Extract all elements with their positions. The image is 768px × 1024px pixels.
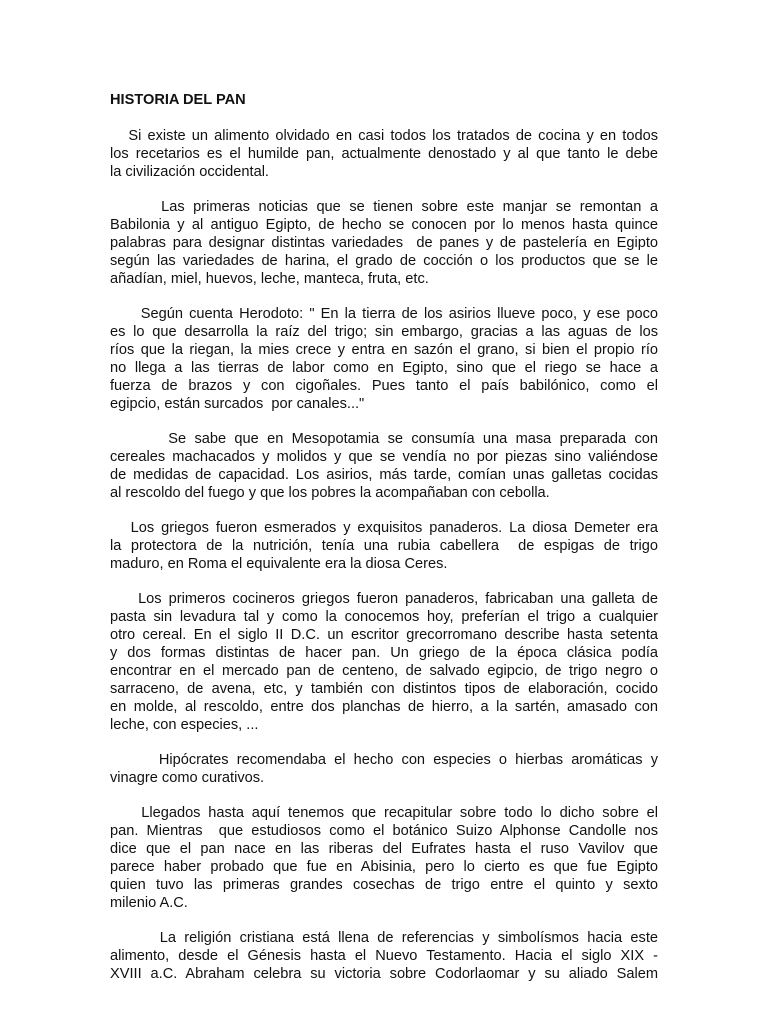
text-line: vinagre como curativos.	[110, 770, 265, 786]
paragraph-2	[110, 198, 658, 288]
text-line: pan. Mientras que estudiosos como el botánico Suizo Alphonse Candolle nos	[110, 823, 658, 839]
text-line: Los primeros cocineros griegos fueron panaderos, fabricaban una galleta de	[110, 591, 658, 607]
text-line: la protectora de la nutrición, tenía una rubia cabellera de espigas de trigo	[110, 538, 658, 554]
text-line: no llega a las tierras de labor como en Egipto, sino que el riego se hace a	[110, 360, 658, 376]
text-line: Según cuenta Herodoto: " En la tierra de los asirios llueve poco, y ese poco	[110, 306, 658, 322]
text-line: milenio A.C.	[110, 895, 188, 911]
text-line: según las variedades de harina, el grado de cocción o los productos que se le	[110, 253, 658, 269]
text-line: maduro, en Roma el equivalente era la diosa Ceres.	[110, 556, 448, 572]
text-line: leche, con especies, ...	[110, 717, 259, 733]
text-line: palabras para designar distintas variedades de panes y de pastelería en Egipto	[110, 235, 658, 251]
document-title: HISTORIA DEL PAN	[110, 92, 246, 108]
text-line: XVIII a.C. Abraham celebra su victoria sobre Codorlaomar y su aliado Salem	[110, 966, 658, 982]
text-line: dice que el pan nace en las riberas del Eufrates hasta el ruso Vavilov que	[110, 841, 658, 857]
paragraph-6	[110, 590, 658, 734]
text-line: Si existe un alimento olvidado en casi todos los tratados de cocina y en todos	[110, 128, 658, 144]
text-line: egipcio, están surcados por canales..."	[110, 396, 365, 412]
text-line: parece haber probado que fue en Abisinia, pero lo cierto es que fue Egipto	[110, 859, 658, 875]
text-line: sarraceno, de avena, etc, y también con distintos tipos de elaboración, cocido	[110, 681, 658, 697]
text-line: Babilonia y al antiguo Egipto, de hecho se conocen por lo menos hasta quince	[110, 217, 658, 233]
text-line: añadían, miel, huevos, leche, manteca, fruta, etc.	[110, 271, 429, 287]
text-line: encontrar en el mercado pan de centeno, de salvado egipcio, de trigo negro o	[110, 663, 658, 679]
text-line: y dos formas distintas de hacer pan. Un griego de la época clásica podía	[110, 645, 658, 661]
text-line: Las primeras noticias que se tienen sobre este manjar se remontan a	[110, 199, 658, 215]
paragraph-4	[110, 430, 658, 502]
text-line: en molde, al rescoldo, entre dos planchas de hierro, a la sartén, amasado con	[110, 699, 658, 715]
text-line: Se sabe que en Mesopotamia se consumía una masa preparada con	[110, 431, 658, 447]
text-line: Hipócrates recomendaba el hecho con especies o hierbas aromáticas y	[110, 752, 658, 768]
text-line: de medidas de capacidad. Los asirios, más tarde, comían unas galletas cocidas	[110, 467, 658, 483]
text-line: al rescoldo del fuego y que los pobres la acompañaban con cebolla.	[110, 485, 550, 501]
text-line: ríos que la riegan, la mies crece y entra en sazón el grano, si bien el propio río	[110, 342, 658, 358]
text-line: los recetarios es el humilde pan, actualmente denostado y al que tanto le debe	[110, 146, 658, 162]
paragraph-5	[110, 519, 658, 573]
paragraph-8	[110, 804, 658, 912]
text-line: otro cereal. En el siglo II D.C. un escritor grecorromano describe hasta setenta	[110, 627, 658, 643]
text-line: es lo que desarrolla la raíz del trigo; sin embargo, gracias a las aguas de los	[110, 324, 658, 340]
text-line: pasta sin levadura tal y como la conocemos hoy, preferían el trigo a cualquier	[110, 609, 658, 625]
text-line: alimento, desde el Génesis hasta el Nuevo Testamento. Hacia el siglo XIX -	[110, 948, 658, 964]
paragraph-1	[110, 127, 658, 181]
paragraph-7	[110, 751, 658, 787]
text-line: quien tuvo las primeras grandes cosechas de trigo entre el quinto y sexto	[110, 877, 658, 893]
text-line: la civilización occidental.	[110, 164, 269, 180]
paragraph-9	[110, 929, 658, 983]
text-line: cereales machacados y molidos y que se vendía no por piezas sino valiéndose	[110, 449, 658, 465]
text-line: Los griegos fueron esmerados y exquisitos panaderos. La diosa Demeter era	[110, 520, 658, 536]
text-line: Llegados hasta aquí tenemos que recapitular sobre todo lo dicho sobre el	[110, 805, 658, 821]
text-line: fuerza de brazos y con cigoñales. Pues tanto el país babilónico, como el	[110, 378, 658, 394]
text-line: La religión cristiana está llena de referencias y simbolísmos hacia este	[110, 930, 658, 946]
paragraph-3	[110, 305, 658, 413]
